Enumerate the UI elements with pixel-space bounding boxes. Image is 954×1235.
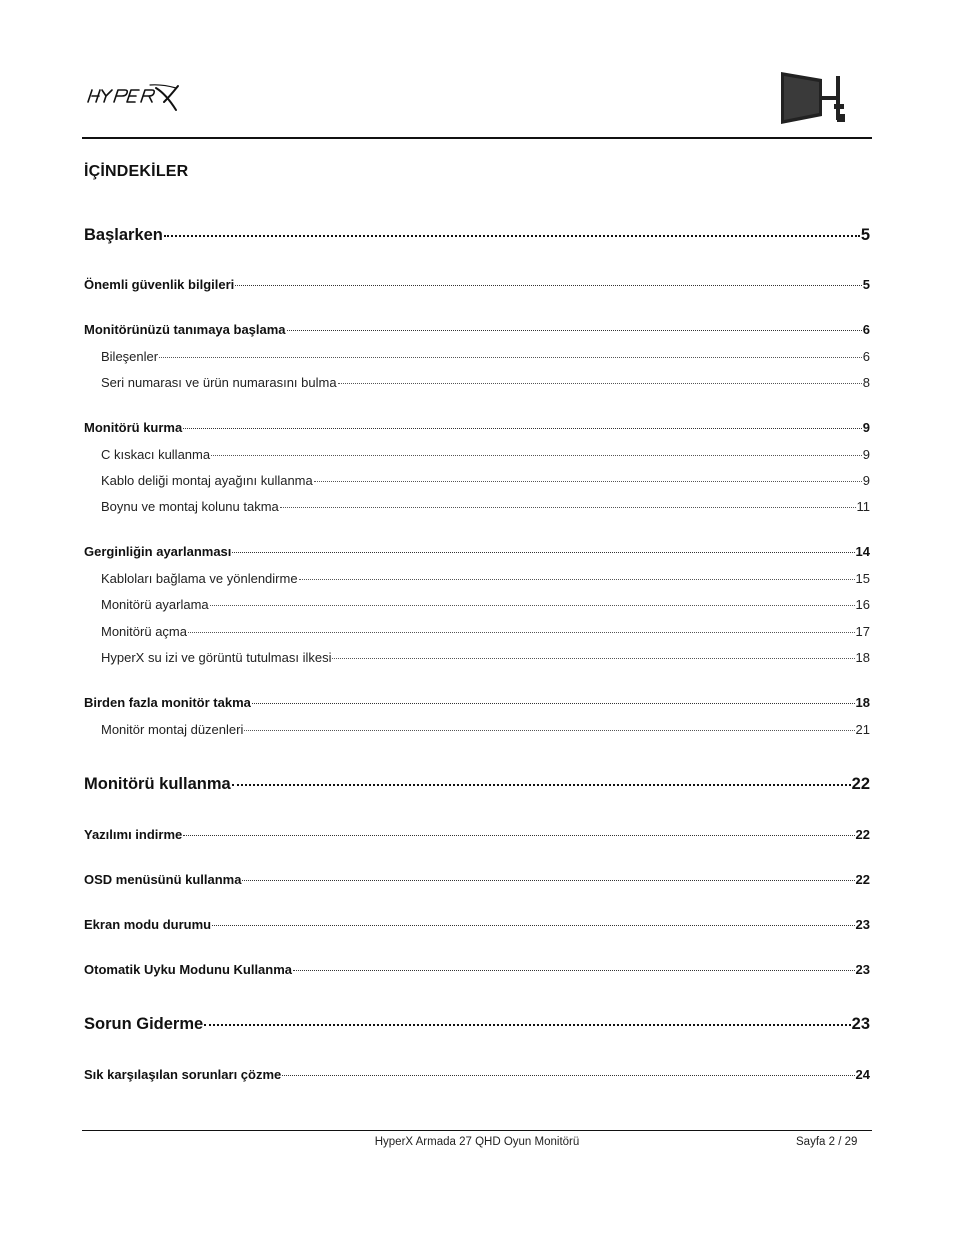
- toc-entry[interactable]: [84, 827, 870, 842]
- toc-entry-page: 8: [862, 375, 870, 390]
- toc-entry-page: 23: [851, 1015, 870, 1033]
- toc-leader-dots: [338, 383, 862, 384]
- toc-entry-label: Birden fazla monitör takma: [84, 695, 251, 710]
- toc-leader-dots: [232, 784, 851, 786]
- toc-entry[interactable]: [84, 695, 870, 710]
- toc-leader-dots: [159, 357, 862, 358]
- toc-leader-dots: [210, 605, 855, 606]
- toc-leader-dots: [164, 235, 860, 237]
- toc-entry-page: 9: [862, 447, 870, 462]
- toc-entry-label: Bileşenler: [101, 349, 159, 364]
- toc-entry[interactable]: [84, 349, 870, 364]
- toc-entry[interactable]: [84, 917, 870, 932]
- toc-entry-label: Kabloları bağlama ve yönlendirme: [101, 571, 298, 586]
- toc-leader-dots: [211, 455, 862, 456]
- toc-entry-label: Önemli güvenlik bilgileri: [84, 277, 235, 292]
- toc-entry-label: Monitörü açma: [101, 624, 187, 639]
- toc-entry[interactable]: [84, 499, 870, 514]
- toc-leader-dots: [282, 1075, 854, 1076]
- toc-leader-dots: [188, 632, 855, 633]
- toc-entry-page: 21: [855, 722, 870, 737]
- toc-entry[interactable]: [84, 544, 870, 559]
- toc-leader-dots: [280, 507, 856, 508]
- toc-entry-label: Kablo deliği montaj ayağını kullanma: [101, 473, 313, 488]
- toc-entry[interactable]: [84, 277, 870, 292]
- toc-entry[interactable]: [84, 722, 870, 737]
- toc-entry-page: 6: [862, 349, 870, 364]
- toc-entry-label: Sorun Giderme: [84, 1015, 204, 1033]
- toc-entry-label: Gerginliğin ayarlanması: [84, 544, 232, 559]
- toc-leader-dots: [332, 658, 854, 659]
- toc-entry-label: OSD menüsünü kullanma: [84, 872, 242, 887]
- toc-entry-page: 23: [855, 917, 870, 932]
- toc-leader-dots: [183, 428, 862, 429]
- toc-entry-page: 9: [862, 420, 870, 435]
- footer-divider: [82, 1130, 872, 1131]
- toc-entry[interactable]: [84, 775, 870, 794]
- toc-entry-label: Monitörünüzü tanımaya başlama: [84, 322, 286, 337]
- toc-entry-page: 14: [855, 544, 870, 559]
- toc-entry-page: 16: [855, 597, 870, 612]
- toc-leader-dots: [293, 970, 855, 971]
- toc-leader-dots: [204, 1024, 850, 1026]
- toc-leader-dots: [183, 835, 854, 836]
- toc-entry[interactable]: [84, 226, 870, 245]
- toc-entry-page: 11: [856, 499, 870, 514]
- toc-entry-label: Seri numarası ve ürün numarasını bulma: [101, 375, 337, 390]
- toc-leader-dots: [287, 330, 862, 331]
- monitor-arm-icon: [778, 70, 856, 126]
- toc-entry-label: HyperX su izi ve görüntü tutulması ilkesi: [101, 650, 332, 665]
- toc-entry-label: Monitörü kurma: [84, 420, 183, 435]
- toc-entry-page: 9: [862, 473, 870, 488]
- toc-entry-label: Sık karşılaşılan sorunları çözme: [84, 1067, 282, 1082]
- toc-entry[interactable]: [84, 571, 870, 586]
- toc-entry[interactable]: [84, 420, 870, 435]
- toc-entry-page: 18: [855, 695, 870, 710]
- toc-entry-page: 15: [855, 571, 870, 586]
- toc-leader-dots: [232, 552, 854, 553]
- toc-entry-page: 18: [855, 650, 870, 665]
- toc-leader-dots: [314, 481, 862, 482]
- toc-entry-label: Başlarken: [84, 226, 163, 244]
- hyperx-logo: [84, 80, 184, 112]
- toc-leader-dots: [235, 285, 862, 286]
- toc-leader-dots: [242, 880, 854, 881]
- header-divider: [82, 137, 872, 139]
- toc-entry-page: 23: [855, 962, 870, 977]
- toc-entry-page: 17: [855, 624, 870, 639]
- toc-entry-label: Otomatik Uyku Modunu Kullanma: [84, 962, 293, 977]
- toc-entry-label: Monitörü ayarlama: [101, 597, 209, 612]
- toc-title: İÇİNDEKİLER: [84, 163, 189, 180]
- toc-leader-dots: [212, 925, 854, 926]
- toc-entry-label: Monitör montaj düzenleri: [101, 722, 244, 737]
- toc-leader-dots: [252, 703, 855, 704]
- toc-entry[interactable]: [84, 1015, 870, 1034]
- footer-document-title: HyperX Armada 27 QHD Oyun Monitörü: [374, 1136, 580, 1148]
- toc-entry[interactable]: [84, 375, 870, 390]
- toc-entry[interactable]: [84, 473, 870, 488]
- toc-entry-label: Yazılımı indirme: [84, 827, 183, 842]
- toc-entry-page: 5: [862, 277, 870, 292]
- toc-leader-dots: [299, 579, 855, 580]
- toc-entry[interactable]: [84, 962, 870, 977]
- toc-entry-page: 22: [851, 775, 870, 793]
- toc-entry[interactable]: [84, 322, 870, 337]
- footer-page-indicator: Sayfa 2 / 29: [796, 1136, 858, 1148]
- toc-entry[interactable]: [84, 650, 870, 665]
- toc-entry-page: 22: [855, 827, 870, 842]
- toc-entry-page: 22: [855, 872, 870, 887]
- toc-entry-label: Ekran modu durumu: [84, 917, 212, 932]
- toc-entry-label: C kıskacı kullanma: [101, 447, 211, 462]
- toc-entry-page: 5: [860, 226, 870, 244]
- toc-entry-label: Boynu ve montaj kolunu takma: [101, 499, 279, 514]
- toc-entry[interactable]: [84, 872, 870, 887]
- toc-entry-page: 6: [862, 322, 870, 337]
- toc-entry[interactable]: [84, 1067, 870, 1082]
- toc-entry[interactable]: [84, 447, 870, 462]
- toc-entry[interactable]: [84, 624, 870, 639]
- toc-entry-page: 24: [855, 1067, 870, 1082]
- toc-leader-dots: [244, 730, 854, 731]
- toc-entry[interactable]: [84, 597, 870, 612]
- toc-entry-label: Monitörü kullanma: [84, 775, 231, 793]
